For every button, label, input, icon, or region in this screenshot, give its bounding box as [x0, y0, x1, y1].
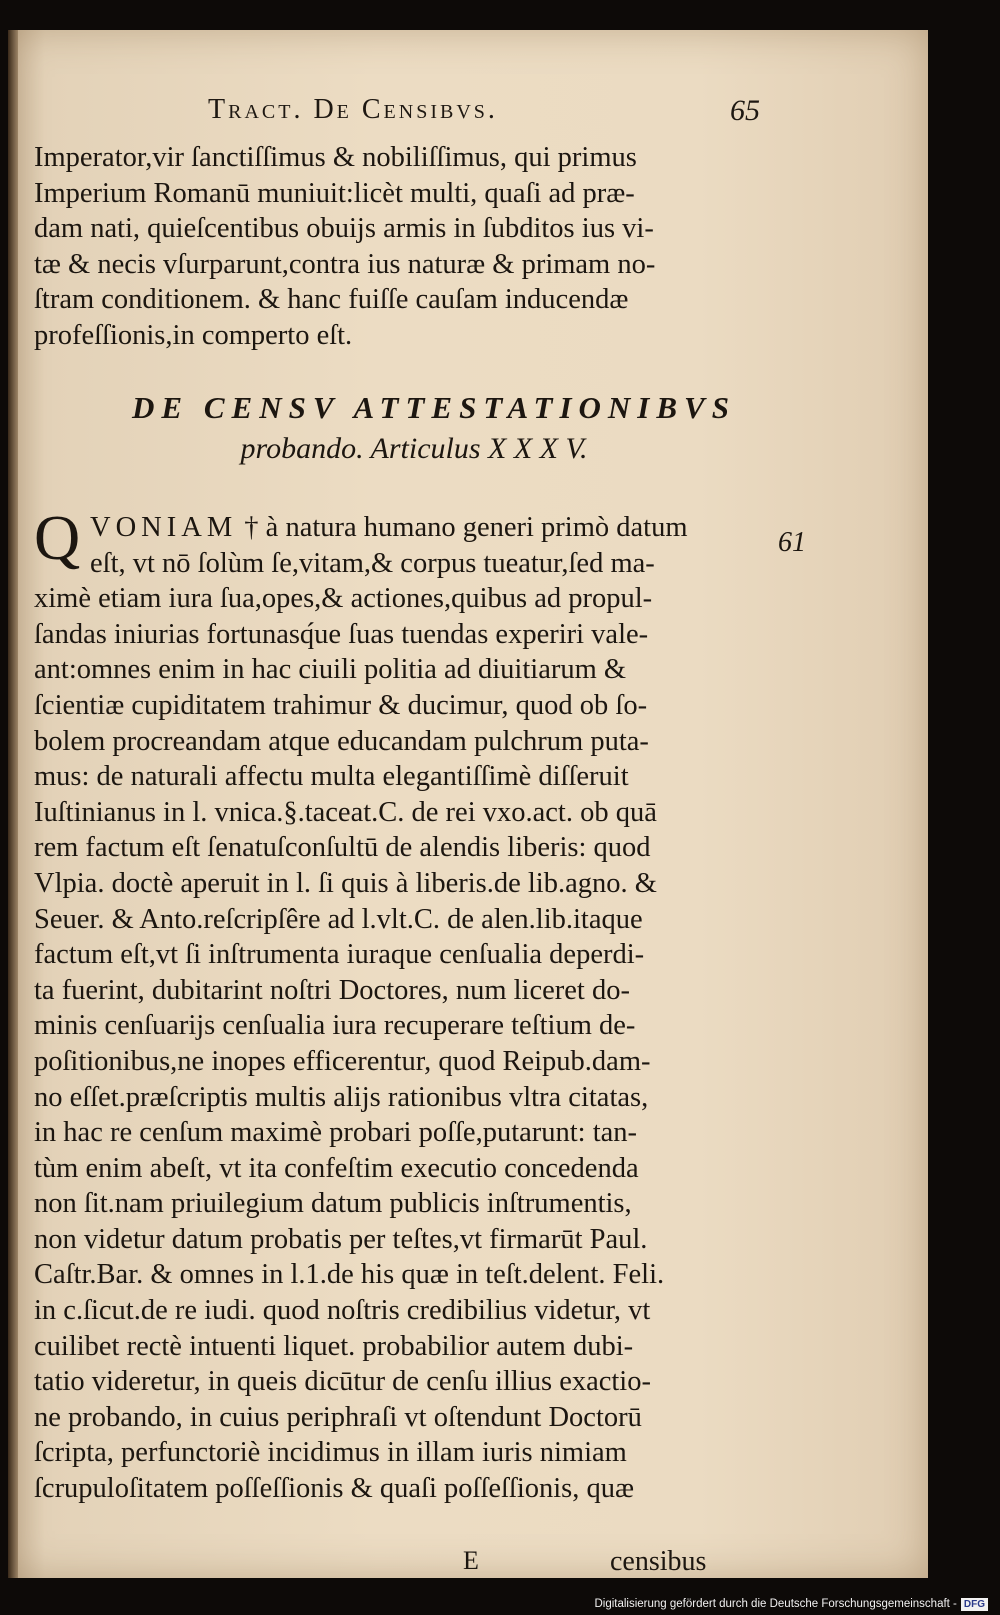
text-line: Imperator,vir ſanctiſſimus & nobiliſſimus, qui primus [34, 142, 637, 173]
dfg-logo: DFG [961, 1598, 988, 1611]
text-line: non ſit.nam priuilegium datum publicis inſtrumentis, [34, 1188, 632, 1220]
digitization-footer [594, 1595, 988, 1613]
text-line: eſt, vt nō ſolùm ſe,vitam,& corpus tueatur,ſed ma- [90, 547, 655, 579]
text-line: Imperium Romanū muniuit:licèt multi, quaſi ad præ- [34, 177, 635, 209]
page-number: 65 [730, 94, 760, 127]
text-line: ſcripta, perfunctoriè incidimus in illam iuris nimiam [34, 1437, 627, 1469]
text-line: Vlpia. doctè aperuit in l. ſi quis à liberis.de lib.agno. & [34, 867, 657, 899]
text-line: dam nati, quieſcentibus obuijs armis in ſubditos ius vi- [34, 213, 654, 245]
text-line: non videtur datum probatis per teſtes,vt firmarūt Paul. [34, 1223, 648, 1255]
text-line: ſtram conditionem. & hanc fuiſſe cauſam inducendæ [34, 284, 629, 316]
text-line: ſcientiæ cupiditatem trahimur & ducimur, quod ob ſo- [34, 689, 648, 721]
heading-line-1: DE CENSV ATTESTATIONIBVS [132, 390, 736, 425]
text-line: minis cenſuarijs cenſualia iura recuperare teſtium de- [34, 1010, 636, 1042]
text-line: in hac re cenſum maximè probari poſſe,putarunt: tan- [34, 1117, 638, 1149]
first-line-rest: † à natura humano generi primò datum [237, 512, 688, 543]
text-line: cuilibet rectè intuenti liquet. probabilior autem dubi- [34, 1330, 634, 1362]
signature-mark: E [463, 1546, 479, 1575]
text-line: rem factum eſt ſenatuſconſultū de alendis liberis: quod [34, 832, 651, 864]
first-word: VONIAM [90, 512, 238, 543]
text-line [34, 510, 794, 546]
article-heading [34, 390, 794, 466]
page-gutter-shadow [8, 30, 18, 1578]
text-line: tatio videretur, in queis dicūtur de cenſu illius exactio- [34, 1366, 651, 1398]
opening-paragraph [34, 140, 794, 354]
text-line: ant:omnes enim in hac ciuili politia ad diuitiarum & [34, 654, 627, 686]
margin-number: 61 [778, 527, 806, 558]
text-line: Seuer. & Anto.reſcripſêre ad l.vlt.C. de alen.lib.itaque [34, 903, 643, 935]
text-line: tæ & necis vſurparunt,contra ius naturæ & primam no- [34, 248, 656, 280]
text-line: tùm enim abeſt, vt ita confeſtim executio concedenda [34, 1152, 639, 1184]
drop-capital: Q [34, 502, 81, 573]
text-line: mus: de naturali affectu multa elegantiſſimè diſſeruit [34, 761, 629, 793]
text-line: poſitionibus,ne inopes efficerentur, quod Reipub.dam- [34, 1045, 651, 1077]
text-line: profeſſionis,in comperto eſt. [34, 319, 353, 351]
text-line: Iuſtinianus in l. vnica.§.taceat.C. de rei vxo.act. ob quā [34, 796, 657, 828]
footer-text: Digitalisierung gefördert durch die Deutsche Forschungsgemeinschaft - [594, 1598, 957, 1610]
text-line: Caſtr.Bar. & omnes in l.1.de his quæ in teſt.delent. Feli. [34, 1259, 665, 1291]
text-line: ximè etiam iura ſua,opes,& actiones,quibus ad propul- [34, 583, 653, 615]
running-head: Tract. De Censibvs. [208, 94, 498, 125]
text-line: ne probando, in cuius periphraſi vt oſtendunt Doctorū [34, 1401, 642, 1433]
text-line: factum eſt,vt ſi inſtrumenta iuraque cenſualia deperdi- [34, 939, 645, 971]
text-line: in c.ſicut.de re iudi. quod noſtris credibilius videtur, vt [34, 1295, 651, 1327]
text-line: ſcrupuloſitatem poſſeſſionis & quaſi poſſeſſionis, quæ [34, 1473, 635, 1505]
book-page [8, 30, 928, 1578]
heading-line-2: probando. Articulus X X X V. [240, 432, 588, 465]
text-line: ta fuerint, dubitarint noſtri Doctores, num liceret do- [34, 974, 630, 1006]
text-line: bolem procreandam atque educandam pulchrum puta- [34, 725, 649, 757]
text-line: ſandas iniurias fortunasq́ue ſuas tuendas experiri vale- [34, 618, 649, 650]
article-body [34, 502, 794, 1507]
text-line: no eſſet.præſcriptis multis alijs rationibus vltra citatas, [34, 1081, 649, 1113]
catchword: censibus [610, 1546, 707, 1577]
